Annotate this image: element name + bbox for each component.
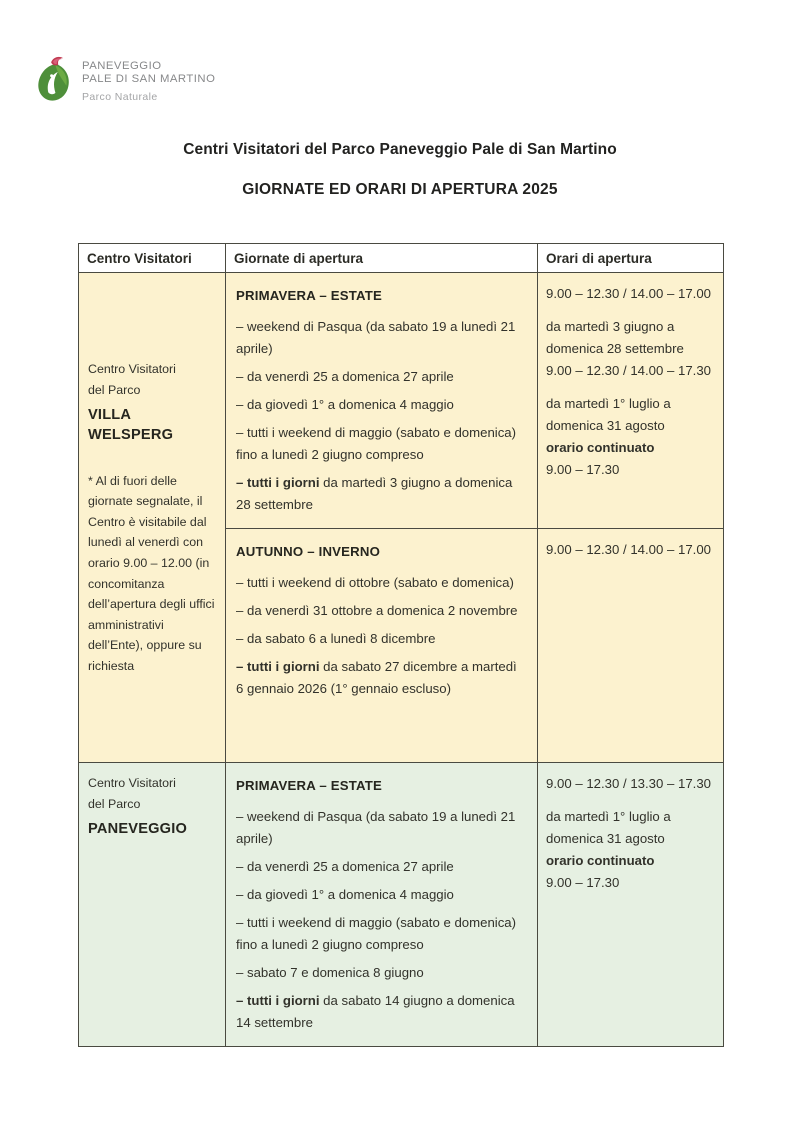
table-row <box>79 763 724 1047</box>
cell-center-villa-welsperg <box>79 273 226 763</box>
center-intro-line: Centro Visitatori <box>88 776 176 790</box>
park-logo <box>35 56 215 104</box>
center-footnote: * Al di fuori delle giornate segnalate, il Centro è visitabile dal lunedì al venerdì con orario 9.00 – 12.00 (in concomitanza dell’apertura degli uffici amministrativi dell’Ente), oppure su richiesta <box>88 473 215 673</box>
page-title: Centri Visitatori del Parco Paneveggio Pale di San Martino <box>183 141 617 158</box>
cell-hours-paneveggio-spring <box>538 763 724 1047</box>
schedule-item: – weekend di Pasqua (da sabato 19 a lunedì 21 aprile) <box>236 319 516 356</box>
hours-line: da martedì 3 giugno a domenica 28 settembre <box>546 319 684 356</box>
schedule-item: – tutti i giorni da martedì 3 giugno a domenica 28 settembre <box>236 475 513 512</box>
logo-line-3: Parco Naturale <box>82 91 158 103</box>
table-row <box>79 273 724 529</box>
schedule-item: – da giovedì 1° a domenica 4 maggio <box>236 887 454 902</box>
season-heading: PRIMAVERA – ESTATE <box>236 778 382 793</box>
hours-line: 9.00 – 17.30 <box>546 875 620 890</box>
table-header-row <box>79 244 724 273</box>
cell-hours-welsperg-autumn <box>538 529 724 763</box>
hours-line-orario-continuato: orario continuato <box>546 440 655 455</box>
logo-line-1: PANEVEGGIO <box>82 60 162 72</box>
hours-line: da martedì 1° luglio a domenica 31 agosto <box>546 396 671 433</box>
schedule-item: – tutti i weekend di maggio (sabato e domenica) fino a lunedì 2 giugno compreso <box>236 915 517 952</box>
cell-center-paneveggio <box>79 763 226 1047</box>
cell-days-welsperg-autumn <box>226 529 538 763</box>
park-leaf-icon <box>35 56 73 104</box>
center-intro-line: del Parco <box>88 797 141 811</box>
hours-line: 9.00 – 12.30 / 14.00 – 17.00 <box>546 286 711 301</box>
cell-days-welsperg-spring <box>226 273 538 529</box>
schedule-item: – sabato 7 e domenica 8 giugno <box>236 965 424 980</box>
schedule-item: – weekend di Pasqua (da sabato 19 a lunedì 21 aprile) <box>236 809 516 846</box>
hours-line: 9.00 – 12.30 / 13.30 – 17.30 <box>546 776 711 791</box>
schedule-item: – tutti i weekend di ottobre (sabato e domenica) <box>236 575 514 590</box>
cell-days-paneveggio-spring <box>226 763 538 1047</box>
schedule-item: – da sabato 6 a lunedì 8 dicembre <box>236 631 436 646</box>
center-intro-line: del Parco <box>88 382 141 397</box>
season-heading: PRIMAVERA – ESTATE <box>236 288 382 303</box>
header-giornate-di-apertura: Giornate di apertura <box>226 244 538 273</box>
header-orari-di-apertura: Orari di apertura <box>538 244 724 273</box>
opening-hours-table <box>78 243 724 1047</box>
schedule-item: – da venerdì 25 a domenica 27 aprile <box>236 369 454 384</box>
schedule-item: – da venerdì 31 ottobre a domenica 2 novembre <box>236 603 518 618</box>
logo-line-2: PALE DI SAN MARTINO <box>82 73 216 85</box>
schedule-item: – tutti i giorni da sabato 14 giugno a domenica 14 settembre <box>236 993 515 1030</box>
season-heading: AUTUNNO – INVERNO <box>236 544 381 559</box>
hours-line: 9.00 – 12.30 / 14.00 – 17.00 <box>546 542 711 557</box>
schedule-item: – da venerdì 25 a domenica 27 aprile <box>236 859 454 874</box>
center-name-paneveggio: PANEVEGGIO <box>88 821 188 837</box>
cell-hours-welsperg-spring <box>538 273 724 529</box>
center-intro-line: Centro Visitatori <box>88 361 176 376</box>
park-logo-text <box>82 56 215 103</box>
schedule-item: – da giovedì 1° a domenica 4 maggio <box>236 397 454 412</box>
page-subtitle: GIORNATE ED ORARI DI APERTURA 2025 <box>242 181 558 198</box>
hours-line: 9.00 – 17.30 <box>546 462 620 477</box>
header-centro-visitatori: Centro Visitatori <box>79 244 226 273</box>
schedule-item: – tutti i weekend di maggio (sabato e domenica) fino a lunedì 2 giugno compreso <box>236 425 517 462</box>
schedule-item: – tutti i giorni da sabato 27 dicembre a martedì 6 gennaio 2026 (1° gennaio escluso) <box>236 659 517 696</box>
hours-line-orario-continuato: orario continuato <box>546 853 655 868</box>
hours-line: 9.00 – 12.30 / 14.00 – 17.30 <box>546 363 711 378</box>
center-name-villa-welsperg: VILLA WELSPERG <box>88 406 174 443</box>
hours-line: da martedì 1° luglio a domenica 31 agosto <box>546 809 671 846</box>
